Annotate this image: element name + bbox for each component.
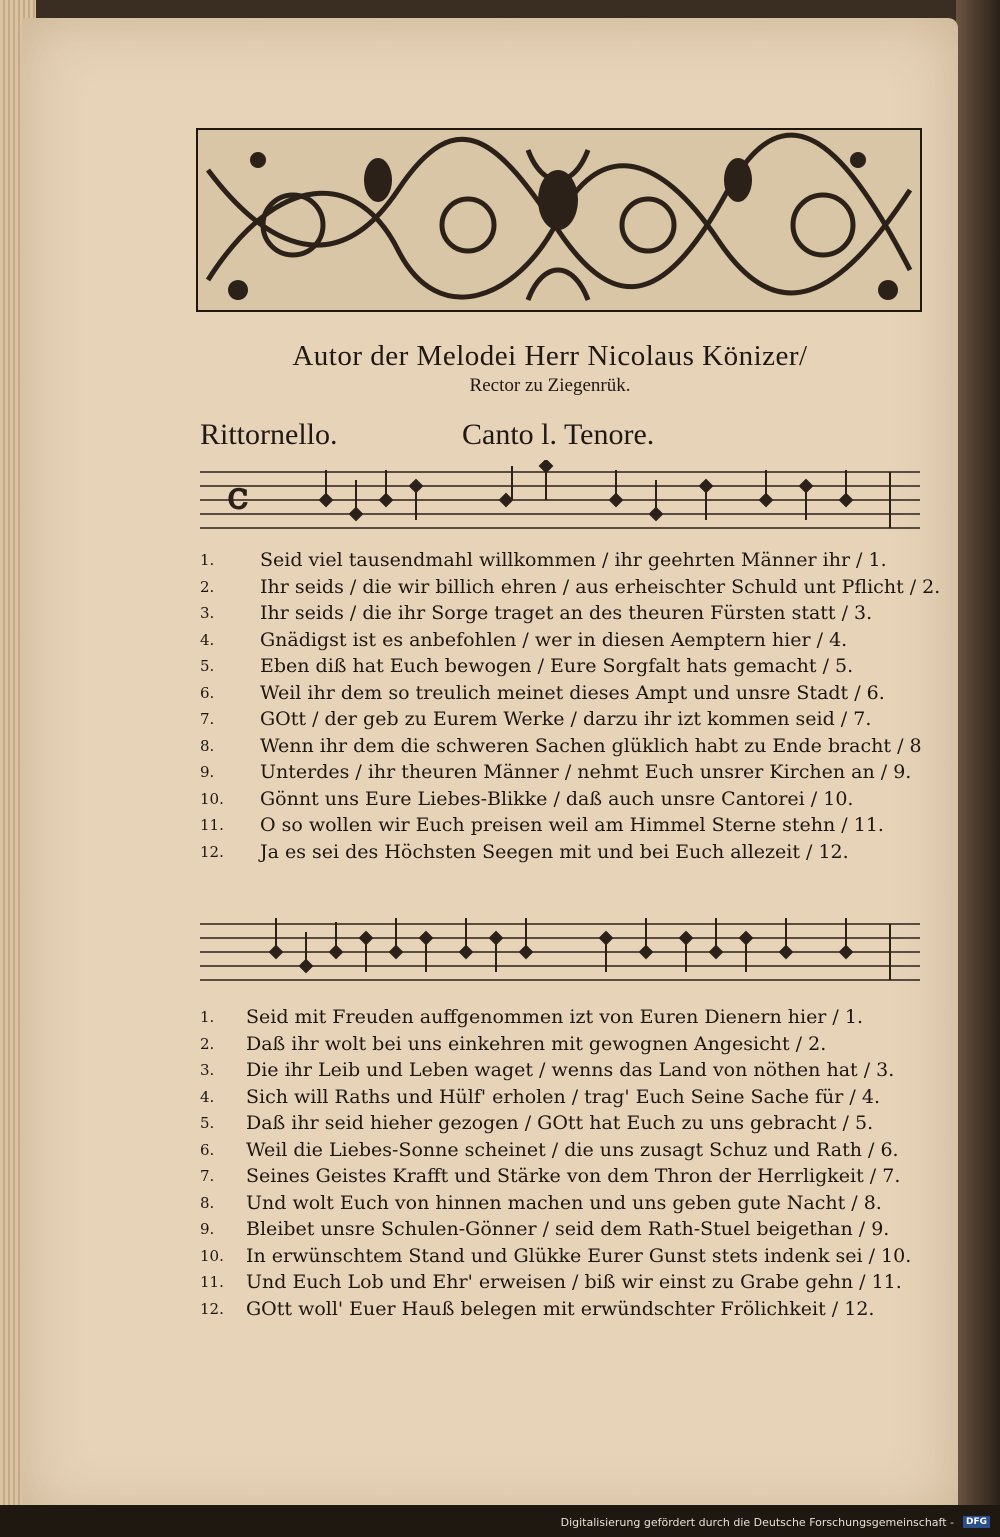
- verse-line: [200, 1269, 924, 1296]
- svg-text:C: C: [228, 485, 248, 515]
- verses-bottom: [200, 1004, 924, 1322]
- verse-number: 1.: [200, 1008, 215, 1026]
- verse-line: [200, 1110, 924, 1137]
- verse-line: [200, 759, 924, 786]
- staff-notation: [200, 460, 920, 540]
- verse-line: [200, 786, 924, 813]
- verse-line: [200, 733, 924, 760]
- verse-line: [200, 812, 924, 839]
- verse-text: GOtt woll' Euer Hauß belegen mit erwündschter Frölichkeit / 12.: [246, 1297, 875, 1320]
- verse-number: 8.: [200, 736, 215, 755]
- verse-number: 4.: [200, 1087, 215, 1106]
- verse-line: [200, 1216, 924, 1243]
- verse-line: [200, 600, 924, 627]
- composer-line: Autor der Melodei Herr Nicolaus Könizer/: [292, 340, 808, 372]
- verse-text: Daß ihr seid hieher gezogen / GOtt hat Euch zu uns gebracht / 5.: [246, 1112, 874, 1134]
- verses-top: [200, 547, 941, 865]
- verse-number: 2.: [200, 577, 215, 596]
- staff-notation: [200, 912, 920, 992]
- verse-number: 5.: [200, 657, 215, 675]
- verse-text: Weil die Liebes-Sonne scheinet / die uns zusagt Schuz und Rath / 6.: [246, 1138, 899, 1161]
- verse-text: Gnädigst ist es anbefohlen / wer in diesen Aemptern hier / 4.: [260, 628, 848, 651]
- verse-number: 10.: [200, 789, 224, 808]
- rector-line: Rector zu Ziegenrük.: [469, 375, 631, 396]
- verse-line: [200, 680, 924, 707]
- verse-text: Seid viel tausendmahl willkommen / ihr geehrten Männer ihr / 1.: [260, 549, 887, 571]
- ornamental-headpiece: [196, 128, 922, 312]
- verse-text: In erwünschtem Stand und Glükke Eurer Gunst stets indenk sei / 10.: [246, 1244, 912, 1267]
- verse-text: Und wolt Euch von hinnen machen und uns geben gute Nacht / 8.: [246, 1191, 882, 1214]
- book-spine-shadow: [956, 0, 1000, 1537]
- verse-line: [200, 1137, 924, 1164]
- verse-line: [200, 839, 924, 866]
- verse-text: Unterdes / ihr theuren Männer / nehmt Euch unsrer Kirchen an / 9.: [260, 761, 912, 783]
- verse-line: [200, 1004, 924, 1031]
- verse-number: 3.: [200, 604, 215, 622]
- music-staff-top: [200, 460, 920, 540]
- verse-text: Ihr seids / die ihr Sorge traget an des theuren Fürsten statt / 3.: [260, 602, 873, 624]
- verse-line: [200, 627, 924, 654]
- verse-line: [200, 1031, 924, 1058]
- verse-number: 11.: [200, 1273, 224, 1291]
- verse-number: 9.: [200, 763, 215, 781]
- verse-line: [200, 1243, 924, 1270]
- music-staff-bottom: [200, 912, 920, 992]
- verse-line: [200, 653, 924, 680]
- verse-number: 6.: [200, 1140, 215, 1159]
- verse-text: O so wollen wir Euch preisen weil am Himmel Sterne stehn / 11.: [260, 814, 884, 836]
- verse-text: GOtt / der geb zu Eurem Werke / darzu ihr izt kommen seid / 7.: [260, 708, 872, 730]
- verse-text: Ja es sei des Höchsten Seegen mit und bei Euch allezeit / 12.: [260, 840, 849, 863]
- verse-text: Und Euch Lob und Ehr' erweisen / biß wir einst zu Grabe gehn / 11.: [246, 1271, 902, 1293]
- digitization-note: Digitalisierung gefördert durch die Deutsche Forschungsgemeinschaft -: [560, 1516, 954, 1529]
- canto-label: Canto l. Tenore.: [462, 418, 655, 451]
- rittornello-label: Rittornello.: [200, 418, 338, 451]
- verse-text: Ihr seids / die wir billich ehren / aus erheischter Schuld unt Pflicht / 2.: [260, 575, 941, 598]
- title-block: [240, 340, 860, 397]
- verse-text: Bleibet unsre Schulen-Gönner / seid dem Rath-Stuel beigethan / 9.: [246, 1218, 890, 1240]
- dfg-logo: DFG: [963, 1516, 990, 1528]
- verse-text: Die ihr Leib und Leben waget / wenns das Land von nöthen hat / 3.: [246, 1059, 895, 1081]
- verse-number: 6.: [200, 683, 215, 702]
- verse-line: [200, 1084, 924, 1111]
- verse-number: 12.: [200, 1299, 224, 1318]
- verse-line: [200, 706, 924, 733]
- verse-number: 10.: [200, 1246, 224, 1265]
- verse-text: Eben diß hat Euch bewogen / Eure Sorgfalt hats gemacht / 5.: [260, 655, 854, 677]
- verse-number: 1.: [200, 551, 215, 569]
- verse-number: 2.: [200, 1034, 215, 1053]
- verse-number: 7.: [200, 1167, 215, 1185]
- verse-text: Wenn ihr dem die schweren Sachen glüklich habt zu Ende bracht / 8: [260, 734, 922, 757]
- verse-text: Gönnt uns Eure Liebes-Blikke / daß auch unsre Cantorei / 10.: [260, 787, 854, 810]
- verse-line: [200, 547, 924, 574]
- ornament-illustration: [198, 130, 920, 310]
- verse-text: Seid mit Freuden auffgenommen izt von Euren Dienern hier / 1.: [246, 1006, 863, 1028]
- verse-number: 3.: [200, 1061, 215, 1079]
- verse-line: [200, 1057, 924, 1084]
- verse-text: Seines Geistes Krafft und Stärke von dem Thron der Herrligkeit / 7.: [246, 1165, 901, 1187]
- verse-number: 12.: [200, 842, 224, 861]
- verse-line: [200, 574, 941, 601]
- verse-text: Daß ihr wolt bei uns einkehren mit gewognen Angesicht / 2.: [246, 1032, 827, 1055]
- verse-text: Weil ihr dem so treulich meinet dieses Ampt und unsre Stadt / 6.: [260, 681, 885, 704]
- verse-line: [200, 1296, 924, 1323]
- verse-number: 11.: [200, 816, 224, 834]
- verse-text: Sich will Raths und Hülf' erholen / trag' Euch Seine Sache für / 4.: [246, 1085, 880, 1108]
- verse-number: 8.: [200, 1193, 215, 1212]
- verse-number: 7.: [200, 710, 215, 728]
- section-labels: [200, 418, 920, 458]
- verse-number: 9.: [200, 1220, 215, 1238]
- verse-line: [200, 1190, 924, 1217]
- verse-number: 4.: [200, 630, 215, 649]
- verse-number: 5.: [200, 1114, 215, 1132]
- verse-line: [200, 1163, 924, 1190]
